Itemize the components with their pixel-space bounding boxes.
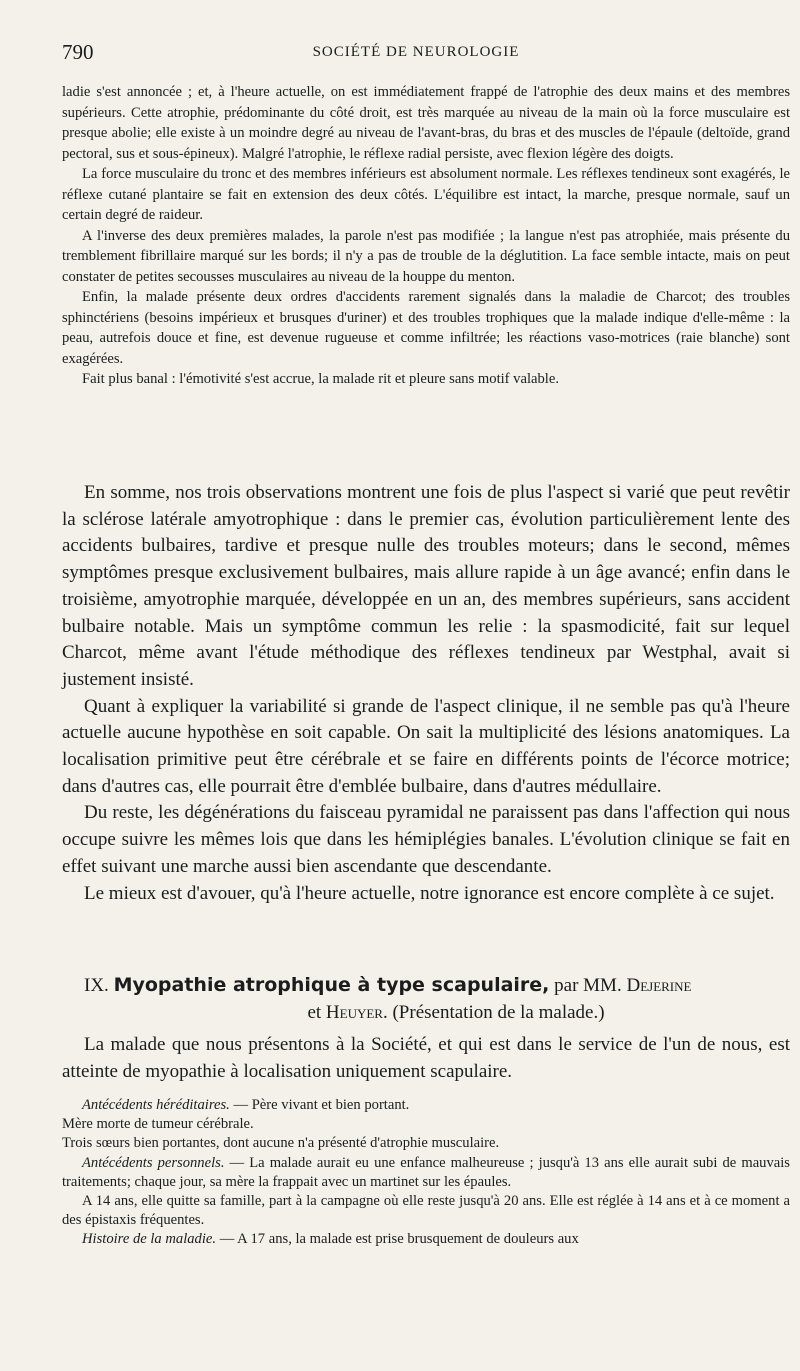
case-description-block xyxy=(62,82,790,390)
mother-note: Mère morte de tumeur cérébrale. xyxy=(62,1116,254,1133)
author-name: Dejerine xyxy=(626,975,692,996)
page-number: 790 xyxy=(62,40,94,64)
case-history-block xyxy=(62,1096,790,1250)
intro-block xyxy=(62,1032,790,1085)
history-label: Histoire de la maladie. xyxy=(82,1231,217,1248)
personal-text: — La malade aurait eu une enfance malheureuse ; jusqu'à 13 ans elle aurait subi de mauvais traitements; chaque jour, sa mère la frappait avec un martinet sur les épaules. xyxy=(62,1154,790,1190)
sisters-note: Trois sœurs bien portantes, dont aucune n'a présenté d'atrophie musculaire. xyxy=(62,1135,500,1152)
body-paragraph: Quant à expliquer la variabilité si grande de l'aspect clinique, il ne semble pas qu'à l'heure actuelle aucune hypothèse en soit capable. On sait la multiplicité des lésions anatomiques. La localisation primitive peut être cérébrale et se faire en différents points de l'écorce motrice; dans d'autres cas, elle pourrait être d'emblée bulbaire, dans d'autres médullaire. xyxy=(62,695,790,797)
page-header xyxy=(62,40,770,66)
small-paragraph: La force musculaire du tronc et des membres inférieurs est absolument normale. Les réflexes tendineux sont exagérés, le réflexe cutané plantaire se fait en extension des deux côtés. L'équilibre est intact, la marche, presque normale, sauf un certain degré de raideur. xyxy=(62,166,790,223)
author-name: Heuyer. xyxy=(325,1002,388,1023)
small-paragraph: Fait plus banal : l'émotivité s'est accrue, la malade rit et pleure sans motif valable. xyxy=(82,371,559,387)
personal-label: Antécédents personnels. xyxy=(82,1154,225,1171)
small-paragraph: A l'inverse des deux premières malades, la parole n'est pas modifiée ; la langue n'est pas atrophiée, mais présente du tremblement fibrillaire marqué sur les bords; il n'y a pas de trouble de la déglutition. La face semble intacte, mais on peut constater de petites secousses musculaires au niveau de la houppe du menton. xyxy=(62,227,790,285)
hereditary-label: Antécédents héréditaires. xyxy=(82,1097,230,1113)
hereditary-text: — Père vivant et bien portant. xyxy=(229,1097,410,1113)
running-head: SOCIÉTÉ DE NEUROLOGIE xyxy=(312,44,520,60)
section-heading xyxy=(62,972,790,1026)
history-text: — A 17 ans, la malade est prise brusquement de douleurs aux xyxy=(219,1231,579,1248)
body-paragraph: Le mieux est d'avouer, qu'à l'heure actuelle, notre ignorance est encore complète à ce sujet. xyxy=(84,882,775,904)
conclusion-block xyxy=(62,480,790,907)
small-paragraph: ladie s'est annoncée ; et, à l'heure actuelle, on est immédiatement frappé de l'atrophie des deux mains et des membres supérieurs. Cette atrophie, prédominante du côté droit, est très marquée au niveau de la main où la force musculaire est presque abolie; elle existe à un moindre degré au niveau de l'avant-bras, du bras et des muscles de l'épaule (deltoïde, grand pectoral, sus et sous-épineux). Malgré l'atrophie, le réflexe radial persiste, avec flexion légère des doigts. xyxy=(62,84,790,162)
age14-note: A 14 ans, elle quitte sa famille, part à la campagne où elle reste jusqu'à 20 ans. Elle est réglée à 14 ans et à ce moment a des épistaxis fréquentes. xyxy=(62,1193,790,1229)
intro-paragraph: La malade que nous présentons à la Société, et qui est dans le service de l'un de nous, est atteinte de myopathie à localisation uniquement scapulaire. xyxy=(62,1034,790,1082)
section-and: et xyxy=(307,1002,322,1023)
section-title: Myopathie atrophique à type scapulaire, xyxy=(113,974,550,996)
section-note: (Présentation de la malade.) xyxy=(392,1002,605,1023)
small-paragraph: Enfin, la malade présente deux ordres d'accidents rarement signalés dans la maladie de Charcot; des troubles sphinctériens (besoins impérieux et brusques d'uriner) et des troubles trophiques que la malade indique d'elle-même : la peau, autrefois douce et fine, est devenue rugueuse et comme infiltrée; les réactions vaso-motrices (raie blanche) sont exagérées. xyxy=(62,289,790,367)
body-paragraph: Du reste, les dégénérations du faisceau pyramidal ne paraissent pas dans l'affection qui nous occupe suivre les mêmes lois que dans les hémiplégies banales. L'évolution clinique se fait en effet suivant une marche aussi bien ascendante que descendante. xyxy=(62,802,790,877)
body-paragraph: En somme, nos trois observations montrent une fois de plus l'aspect si varié que peut revêtir la sclérose latérale amyotrophique : dans le premier cas, évolution particulièrement lente des accidents bulbaires, tardive et presque nulle des troubles moteurs; dans le second, mêmes symptômes presque exclusivement bulbaires, mais allure rapide à un âge avancé; enfin dans le troisième, amyotrophie marquée, développée en un an, des membres supérieurs, sans accident bulbaire notable. Mais un symptôme commun les relie : la spasmodicité, fait sur lequel Charcot, même avant l'étude méthodique des réflexes tendineux par Westphal, avait si justement insisté. xyxy=(62,482,790,690)
section-number: IX. xyxy=(84,975,109,996)
section-by: par MM. xyxy=(554,975,622,996)
